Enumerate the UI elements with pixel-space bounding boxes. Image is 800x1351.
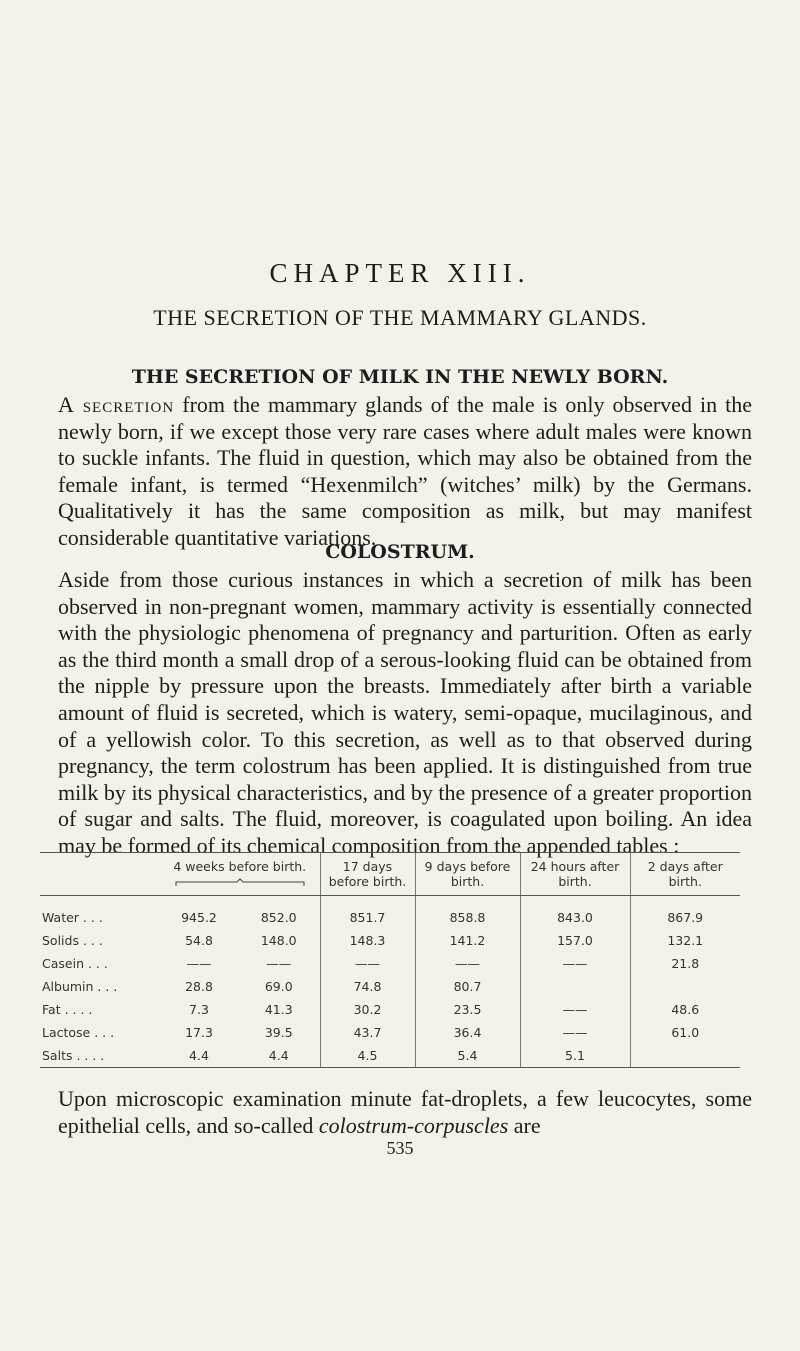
table-cell: 39.5: [264, 1025, 293, 1040]
table-cell: 132.1: [630, 929, 740, 952]
paragraph-body: from the mammary glands of the male is only observed in the newly born, if we except those very rare cases where adult males were known to suckle infants. The fluid in question, which may also be obtained from the female infant, is termed “Hexenmilch” (witches’ milk) by the Germans. Qualitatively it has the same composition as milk, but may manifest considerable quantitative variations.: [58, 392, 753, 550]
table-cell: 48.6: [630, 998, 740, 1021]
italic-term: colostrum-corpuscles: [318, 1112, 509, 1138]
row-label: Albumin . . .: [42, 979, 118, 994]
table-cell: 945.2: [181, 910, 217, 925]
header-4-weeks-before-label: 4 weeks before birth.: [173, 859, 307, 874]
table-cell: 141.2: [415, 929, 520, 952]
header-2-days-after: 2 days after birth.: [630, 853, 740, 896]
table-cell: 4.5: [320, 1044, 415, 1068]
table-cell: 21.8: [630, 952, 740, 975]
table-cell: 4.4: [238, 1044, 320, 1068]
row-label: Salts . . . .: [40, 1044, 160, 1068]
table-row: [40, 952, 740, 975]
table-cell: 80.7: [415, 975, 520, 998]
table-cell: 43.7: [320, 1021, 415, 1044]
paragraph-body-end: are: [508, 1112, 541, 1138]
paragraph-colostrum: Aside from those curious instances in which a secretion of milk has been observed in non-pregnant women, mammary activity is essentially connected with the physiologic phenomena of pregnancy and parturition. Often as early as the third month a small drop of a serous-looking fluid can be obtained from the nipple by pressure upon the breasts. Immediately after birth a variable amount of fluid is secreted, which is watery, semi-opaque, mucilaginous, and of a yellowish color. To this secretion, as well as to that observed during pregnancy, the term colostrum has been applied. It is distinguished from true milk by its physical characteristics, and by the presence of a greater proportion of sugar and salts. The fluid, moreover, is coagulated upon boiling. An idea may be formed of its chemical composition from the appended tables :: [58, 567, 752, 858]
table-row: [40, 1044, 740, 1068]
table-cell: [630, 975, 740, 998]
chapter-heading: CHAPTER XIII.: [269, 258, 531, 288]
table-cell: [520, 975, 630, 998]
table-row: [40, 998, 740, 1021]
table-cell: 74.8: [320, 975, 415, 998]
table-cell: ——: [266, 956, 292, 971]
table-cell: 148.0: [260, 933, 297, 948]
subheading-milk-newly-born: THE SECRETION OF MILK IN THE NEWLY BORN.: [131, 366, 669, 388]
header-24-hours-after: 24 hours after birth.: [520, 853, 630, 896]
table-cell: 61.0: [630, 1021, 740, 1044]
table-cell: 28.8: [185, 979, 213, 994]
table-row: [40, 929, 740, 952]
row-label: Casein . . .: [42, 956, 108, 971]
table-cell: 4.4: [160, 1044, 238, 1068]
table-cell: ——: [520, 952, 630, 975]
page-number: 535: [386, 1138, 414, 1158]
row-label: Solids . . .: [42, 933, 103, 948]
table-cell: ——: [520, 998, 630, 1021]
table-cell: [630, 1044, 740, 1068]
colostrum-composition-table: [40, 852, 740, 1068]
paragraph-microscopic: [58, 1086, 752, 1139]
table-cell: 157.0: [520, 929, 630, 952]
table-cell: 30.2: [320, 998, 415, 1021]
header-9-days-before: 9 days before birth.: [415, 853, 520, 896]
table-cell: ——: [186, 956, 212, 971]
table-cell: 69.0: [264, 979, 293, 994]
table-cell: 5.1: [520, 1044, 630, 1068]
table-cell: 148.3: [320, 929, 415, 952]
table-row: [40, 975, 740, 998]
header-4-weeks-before: [160, 853, 320, 896]
table-cell: 54.8: [185, 933, 213, 948]
table-cell: 851.7: [320, 896, 415, 930]
row-label: Fat . . . .: [42, 1002, 93, 1017]
paragraph-lead-words: A secretion: [58, 392, 175, 417]
table-cell: 852.0: [260, 910, 297, 925]
paragraph-body: Upon microscopic examination minute fat-droplets, a few leucocytes, some epithelial cells, and so-called: [58, 1086, 752, 1138]
header-row-label-blank: [40, 853, 160, 896]
table-cell: 41.3: [264, 1002, 293, 1017]
table-cell: 858.8: [415, 896, 520, 930]
section-title: THE SECRETION OF THE MAMMARY GLANDS.: [153, 305, 647, 330]
table-cell: 843.0: [520, 896, 630, 930]
table-cell: 23.5: [415, 998, 520, 1021]
header-17-days-before: 17 days before birth.: [320, 853, 415, 896]
paragraph-newly-born: [58, 392, 752, 552]
table-cell: ——: [415, 952, 520, 975]
table-cell: 36.4: [415, 1021, 520, 1044]
row-label: Water . . .: [42, 910, 103, 925]
table-cell: 7.3: [189, 1002, 209, 1017]
table-cell: ——: [520, 1021, 630, 1044]
table-cell: 867.9: [630, 896, 740, 930]
brace-icon: [175, 878, 305, 886]
table-cell: ——: [320, 952, 415, 975]
table-cell: 17.3: [185, 1025, 213, 1040]
table-row: [40, 1021, 740, 1044]
table-cell: 5.4: [415, 1044, 520, 1068]
subheading-colostrum: COLOSTRUM.: [325, 541, 475, 563]
table-row: [40, 896, 740, 930]
row-label: Lactose . . .: [42, 1025, 115, 1040]
